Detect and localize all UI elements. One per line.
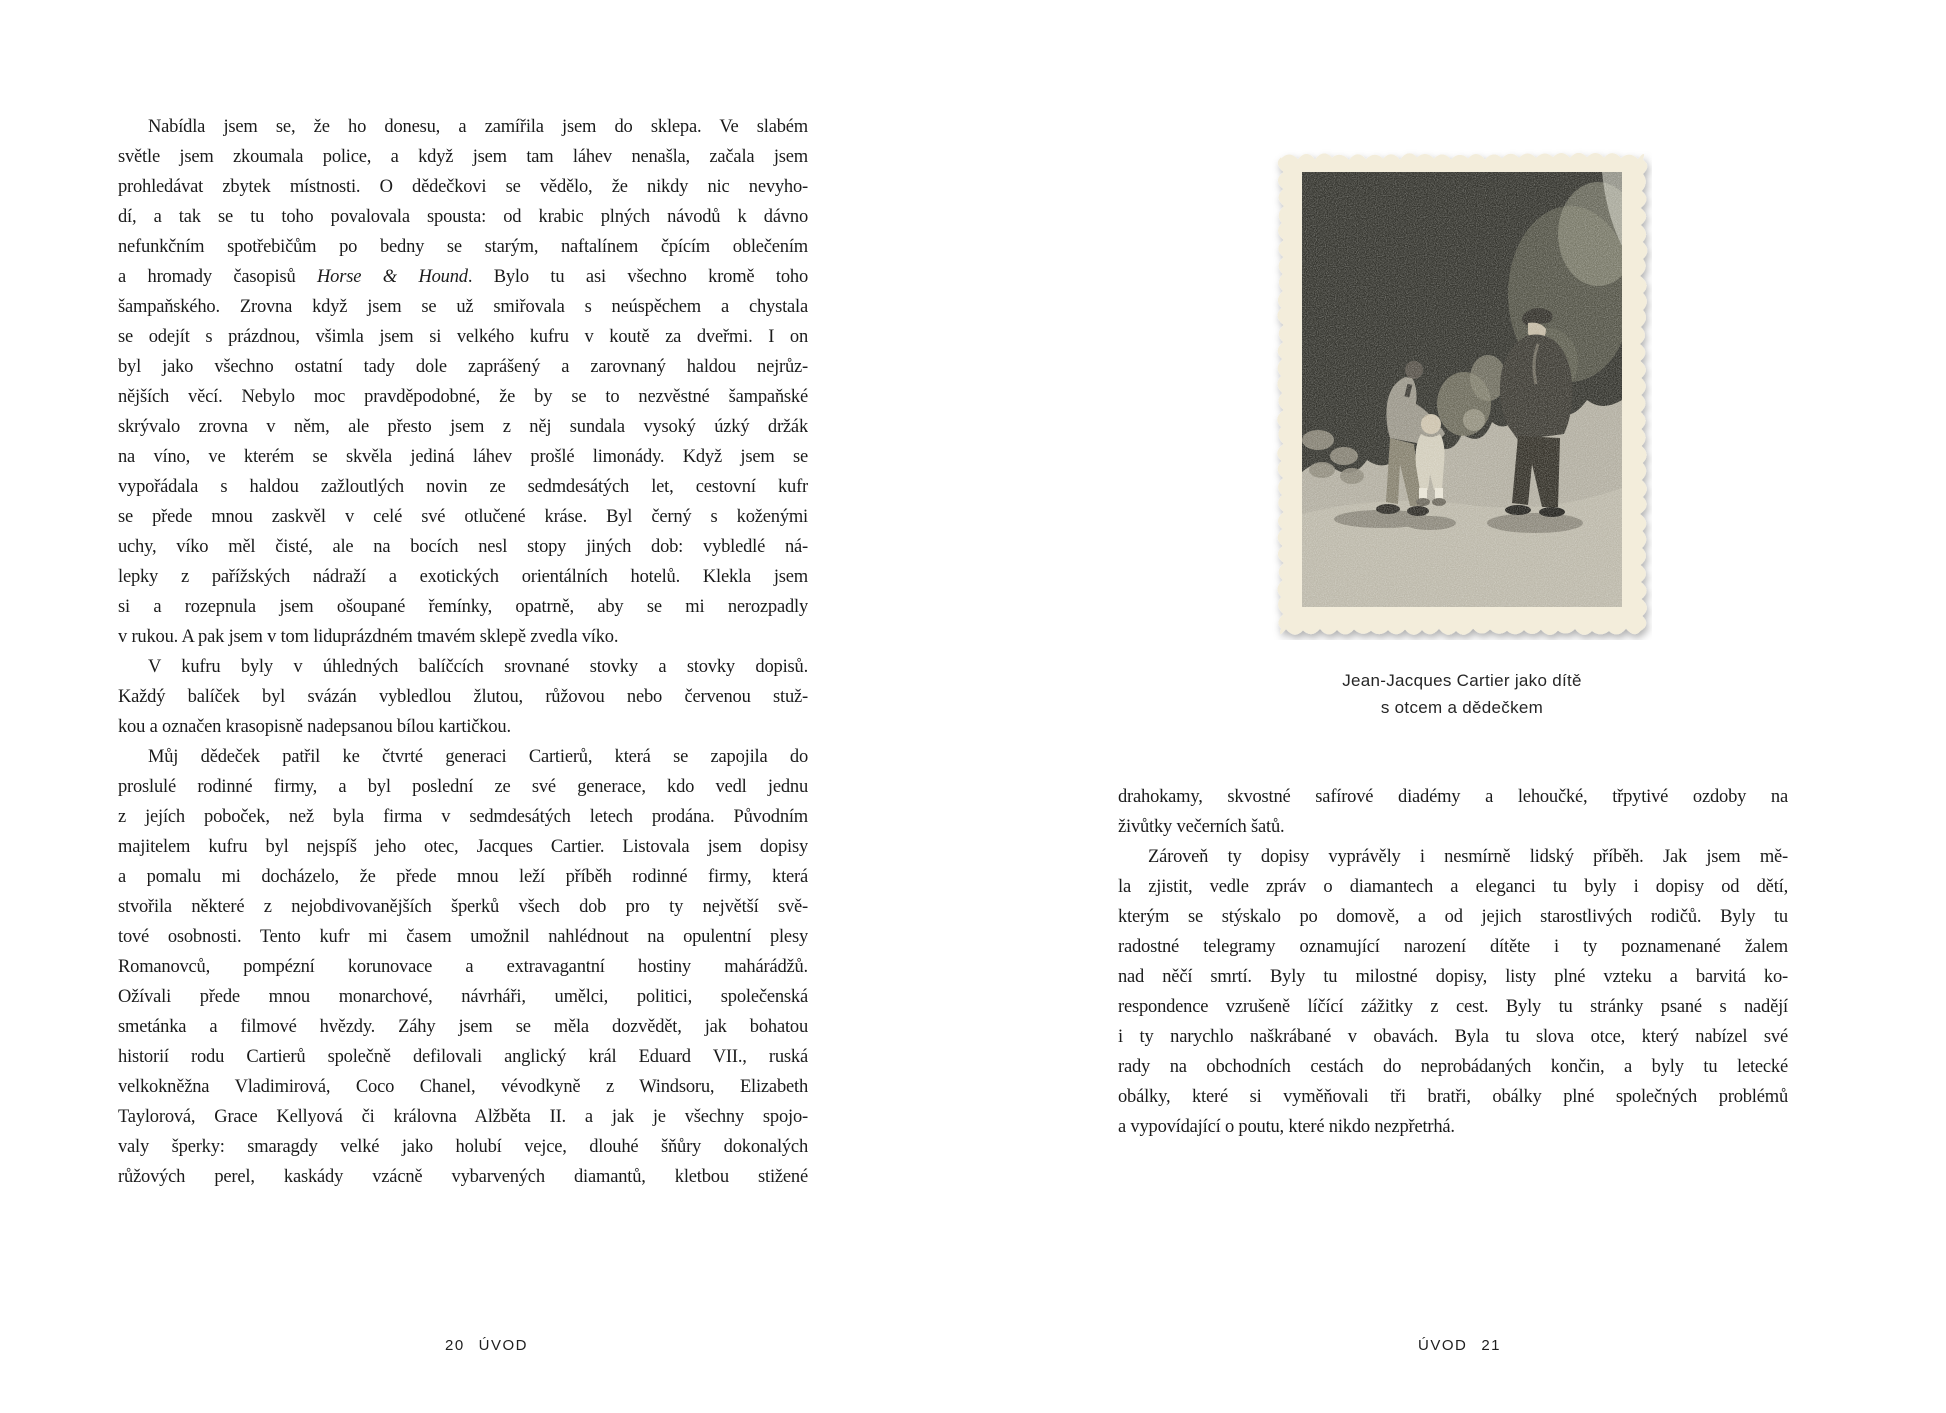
text-line: Romanovců, pompézní korunovace a extravagantní hostiny mahárádžů. <box>118 957 808 977</box>
photo-caption-line2: s otcem a dědečkem <box>1380 698 1544 717</box>
text-line: respondence vzrušeně líčící zážitky z cest. Byly tu stránky psané s nadějí <box>1118 997 1788 1017</box>
left-page-footer <box>0 1337 973 1354</box>
text-line: uchy, víko měl čisté, ale na bocích nesl stopy jiných dob: vybledlé ná- <box>118 537 808 557</box>
text-line: Zároveň ty dopisy vyprávěly i nesmírně lidský příběh. Jak jsem mě- <box>1148 847 1788 867</box>
text-line: majitelem kufru byl nejspíš jeho otec, Jacques Cartier. Listovala jsem dopisy <box>118 837 808 857</box>
text-line: la zjistit, vedle zpráv o diamantech a eleganci tu byly i dopisy od dětí, <box>1118 877 1788 897</box>
right-page-footer <box>973 1337 1946 1354</box>
text-line: na víno, ve kterém se skvěla jediná láhev prošlé limonády. Když jsem se <box>118 447 808 467</box>
text-line: Ožívali přede mnou monarchové, návrháři, umělci, politici, společenská <box>118 987 808 1007</box>
right-section-label: ÚVOD <box>1417 1337 1468 1354</box>
photo-figure <box>1272 148 1652 721</box>
text-line: a hromady časopisů Horse & Hound. Bylo tu asi všechno kromě toho <box>118 267 808 287</box>
text-line: světle jsem zkoumala police, a když jsem tam láhev nenašla, začala jsem <box>118 147 808 167</box>
text-line: lepky z pařížských nádraží a exotických orientálních hotelů. Klekla jsem <box>118 567 808 587</box>
photo-caption <box>1272 667 1652 721</box>
text-line: Můj dědeček patřil ke čtvrté generaci Cartierů, která se zapojila do <box>148 747 808 767</box>
text-line: byl jako všechno ostatní tady dole zaprášený a zarovnaný haldou nejrůz- <box>118 357 808 377</box>
right-page-number: 21 <box>1481 1337 1502 1354</box>
text-line: tové osobnosti. Tento kufr mi časem umožnil nahlédnout na opulentní plesy <box>118 927 808 947</box>
text-line: kterým se stýskalo po domově, a od jejich starostlivých rodičů. Byly tu <box>1118 907 1788 927</box>
text-line: kou a označen krasopisně nadepsanou bílou kartičkou. <box>118 717 511 737</box>
text-line: Nabídla jsem se, že ho donesu, a zamířila jsem do sklepa. Ve slabém <box>148 117 808 137</box>
text-line: nefunkčním spotřebičům po bedny se starým, naftalínem čpícím oblečením <box>118 237 808 257</box>
left-section-label: ÚVOD <box>478 1337 529 1354</box>
text-line: prohledávat zbytek místnosti. O dědečkovi se vědělo, že nikdy nic nevyho- <box>118 177 808 197</box>
vintage-photo-print <box>1272 148 1652 640</box>
text-line: vypořádala s haldou zažloutlých novin ze sedmdesátých let, cestovní kufr <box>118 477 808 497</box>
left-page-number: 20 <box>444 1337 465 1354</box>
text-line: a pomalu mi docházelo, že přede mnou leží příběh rodinné firmy, která <box>118 867 808 887</box>
text-line: a vypovídající o poutu, které nikdo nezpřetrhá. <box>1118 1117 1455 1137</box>
text-line: živůtky večerních šatů. <box>1118 817 1285 837</box>
text-line: stvořila některé z nejobdivovanějších šperků všech dob pro ty největší svě- <box>118 897 808 917</box>
text-line: rady na obchodních cestách do neprobádaných končin, a byly tu letecké <box>1118 1057 1788 1077</box>
photo-caption-line1: Jean-Jacques Cartier jako dítě <box>1342 671 1582 690</box>
text-line: skrývalo zrovna v něm, ale přesto jsem z něj sundala vysoký úzký držák <box>118 417 808 437</box>
text-line: v rukou. A pak jsem v tom liduprázdném tmavém sklepě zvedla víko. <box>118 627 619 647</box>
right-text-block <box>1118 782 1788 1142</box>
text-line: dí, a tak se tu toho povalovala spousta: od krabic plných návodů k dávno <box>118 207 808 227</box>
text-line: se přede mnou zaskvěl v celé své otlučené kráse. Byl černý s koženými <box>118 507 808 527</box>
text-line: drahokamy, skvostné safírové diadémy a lehoučké, třpytivé ozdoby na <box>1118 787 1788 807</box>
text-line: z jejích poboček, než byla firma v sedmdesátých letech prodána. Původním <box>118 807 808 827</box>
text-line: smetánka a filmové hvězdy. Záhy jsem se měla dozvědět, jak bohatou <box>118 1017 808 1037</box>
text-line: proslulé rodinné firmy, a byl poslední ze své generace, kdo vedl jednu <box>118 777 808 797</box>
text-line: nějších věcí. Nebylo moc pravděpodobné, že by se to nezvěstné šampaňské <box>118 387 808 407</box>
text-line: velkokněžna Vladimirová, Coco Chanel, vévodkyně z Windsoru, Elizabeth <box>118 1077 808 1097</box>
text-line: Každý balíček byl svázán vybledlou žlutou, růžovou nebo červenou stuž- <box>118 687 808 707</box>
text-line: V kufru byly v úhledných balíčcích srovnané stovky a stovky dopisů. <box>148 657 808 677</box>
text-line: historií rodu Cartierů společně defilovali anglický král Eduard VII., ruská <box>118 1047 808 1067</box>
text-line: růžových perel, kaskády vzácně vybarvených diamantů, kletbou stižené <box>118 1167 808 1187</box>
text-line: si a rozepnula jsem ošoupané řemínky, opatrně, aby se mi nerozpadly <box>118 597 808 617</box>
text-line: šampaňského. Zrovna když jsem se už smiřovala s neúspěchem a chystala <box>118 297 808 317</box>
left-text-block <box>118 112 808 1192</box>
text-line: Taylorová, Grace Kellyová či královna Alžběta II. a jak je všechny spojo- <box>118 1107 808 1127</box>
text-line: obálky, které si vyměňovali tři bratři, obálky plné společných problémů <box>1118 1087 1788 1107</box>
text-line: nad něčí smrtí. Byly tu milostné dopisy, listy plné vzteku a barvitá ko- <box>1118 967 1788 987</box>
text-line: se odejít s prázdnou, všimla jsem si velkého kufru v koutě za dveřmi. I on <box>118 327 808 347</box>
text-line: valy šperky: smaragdy velké jako holubí vejce, dlouhé šňůry dokonalých <box>118 1137 808 1157</box>
text-line: radostné telegramy oznamující narození dítěte i ty poznamenané žalem <box>1118 937 1788 957</box>
text-line: i ty narychlo naškrábané v obavách. Byla tu slova otce, který nabízel své <box>1118 1027 1788 1047</box>
